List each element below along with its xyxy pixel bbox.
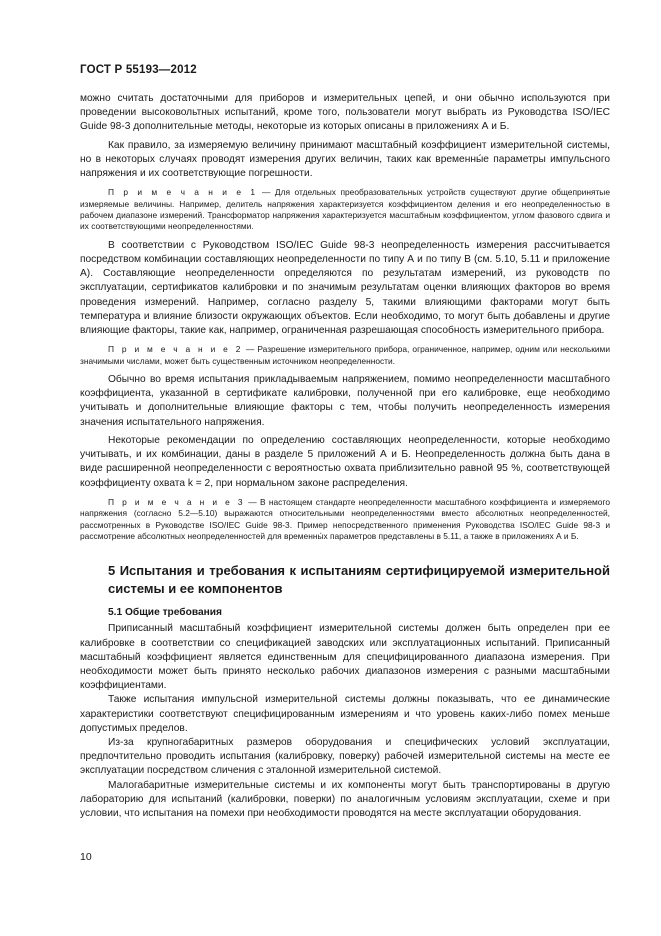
paragraph: можно считать достаточными для приборов и измерительных цепей, и они обычно используются при проведении высоковольтных испытаний, кроме того, пользователи могут выбрать из Руководства ISO/IEC Guide 98-3 дополнительные методы, некоторые из которых описаны в приложениях А и Б. bbox=[80, 93, 610, 133]
paragraph: Малогабаритные измерительные системы и их компоненты могут быть транспортированы в другую лабораторию для испытаний (калибровки, поверки) по аналогичным условиям эксплуатации, схеме и при условии, что испытания на помехи при необходимости проводятся на месте эксплуатации оборудования. bbox=[80, 779, 610, 819]
note-1 bbox=[80, 187, 610, 233]
page-number: 10 bbox=[80, 851, 92, 863]
document-header: ГОСТ Р 55193—2012 bbox=[80, 64, 197, 76]
note-text: — Разрешение измерительного прибора, ограниченное, например, одним или несколькими значимыми числами, может быть существенным источником неопределенности. bbox=[80, 344, 610, 366]
note-label: П р и м е ч а н и е 2 bbox=[108, 344, 243, 355]
paragraph: Некоторые рекомендации по определению составляющих неопределенности, которые необходимо учитывать, и их комбинации, даны в разделе 5 приложений А и Б. Неопределенность должна быть дана в виде расширенной неопределенности с вероятностью охвата приблизительно равной 95 %, соответствующей коэффициенту охвата k = 2, при нормальном законе распределения. bbox=[80, 434, 610, 489]
note-label: П р и м е ч а н и е 3 bbox=[108, 496, 245, 507]
note-3 bbox=[80, 497, 610, 543]
paragraph: Обычно во время испытания прикладываемым напряжением, помимо неопределенности масштабного коэффициента, указанной в сертификате калибровки, полученной при его калибровке, еще необходимо учитывать и дополнительные влияющие факторы с тем, чтобы получить неопределенность измерения значения испытательного напряжения. bbox=[80, 374, 610, 428]
note-2 bbox=[80, 344, 610, 367]
section-heading: 5 Испытания и требования к испытаниям сертифицируемой измерительной системы и ее компонентов bbox=[108, 563, 610, 597]
note-label: П р и м е ч а н и е 1 bbox=[108, 187, 258, 198]
paragraph: Также испытания импульсной измерительной системы должны показывать, что ее динамические характеристики соответствуют специфицированным измерениям и что уровень каких-либо помех меньше допустимых пределов. bbox=[80, 694, 610, 734]
paragraph: Как правило, за измеряемую величину принимают масштабный коэффициент измерительной системы, но в некоторых случаях проводят измерения других величин, таких как временны́е параметры импульсного напряжения и их соответствующие погрешности. bbox=[80, 139, 610, 180]
paragraph: В соответствии с Руководством ISO/IEC Guide 98-3 неопределенность измерения рассчитывается посредством комбинации составляющих неопределенности по типу А и по типу В (см. 5.10, 5.11 и приложение А). Составляющие неопределенности определяются по результатам измерений, из руководств по эксплуатации, сертификатов калибровки и по значимым результатам оценки влияющих факторов во время проведения измерений. Например, согласно разделу 5, такими влияющими факторами могут быть температура и влияние близости окружающих объектов. Если необходимо, то могут быть добавлены и другие влияющие факторы, такие как, например, ограниченная разрешающая способность измерительного прибора. bbox=[80, 239, 610, 337]
paragraph: Из-за крупногабаритных размеров оборудования и специфических условий эксплуатации, предпочтительно проводить испытания (калибровку, поверку) рабочей измерительной системы на месте ее эксплуатации посредством сличения с эталонной измерительной системой. bbox=[80, 736, 610, 777]
document-body bbox=[80, 92, 610, 821]
subsection-heading: 5.1 Общие требования bbox=[108, 607, 222, 619]
paragraph: Приписанный масштабный коэффициент измерительной системы должен быть определен при ее калибровке в соответствии со спецификацией заводских или эксплуатационных испытаний. Приписанный масштабный коэффициент является единственным для специфицированного диапазона измерения. При необходимости может быть принято несколько рабочих диапазонов измерения с разными масштабными коэффициентами. bbox=[80, 623, 610, 692]
note-text: — В настоящем стандарте неопределенности масштабного коэффициента и измеряемого напряжения (согласно 5.2—5.10) выражаются относительными неопределенностями вместо абсолютных неопределенностей, рассмотренных в Руководстве ISO/IEC Guide 98-3. Пример непосредственного применения Руководства ISO/IEC Guide 98-3 и рассмотрение абсолютных неопределенностей для временны́х параметров представлены в 5.11, а также в приложениях А и Б. bbox=[80, 496, 610, 541]
note-text: — Для отдельных преобразовательных устройств существуют другие общепринятые измеряемые величины. Например, делитель напряжения характеризуется коэффициентом деления и его неопределенностью в рабочем диапазоне измерений. Трансформатор напряжения характеризуется масштабным коэффициентом, углом фазового сдвига и их соответствующими неопределенностями. bbox=[80, 187, 610, 232]
